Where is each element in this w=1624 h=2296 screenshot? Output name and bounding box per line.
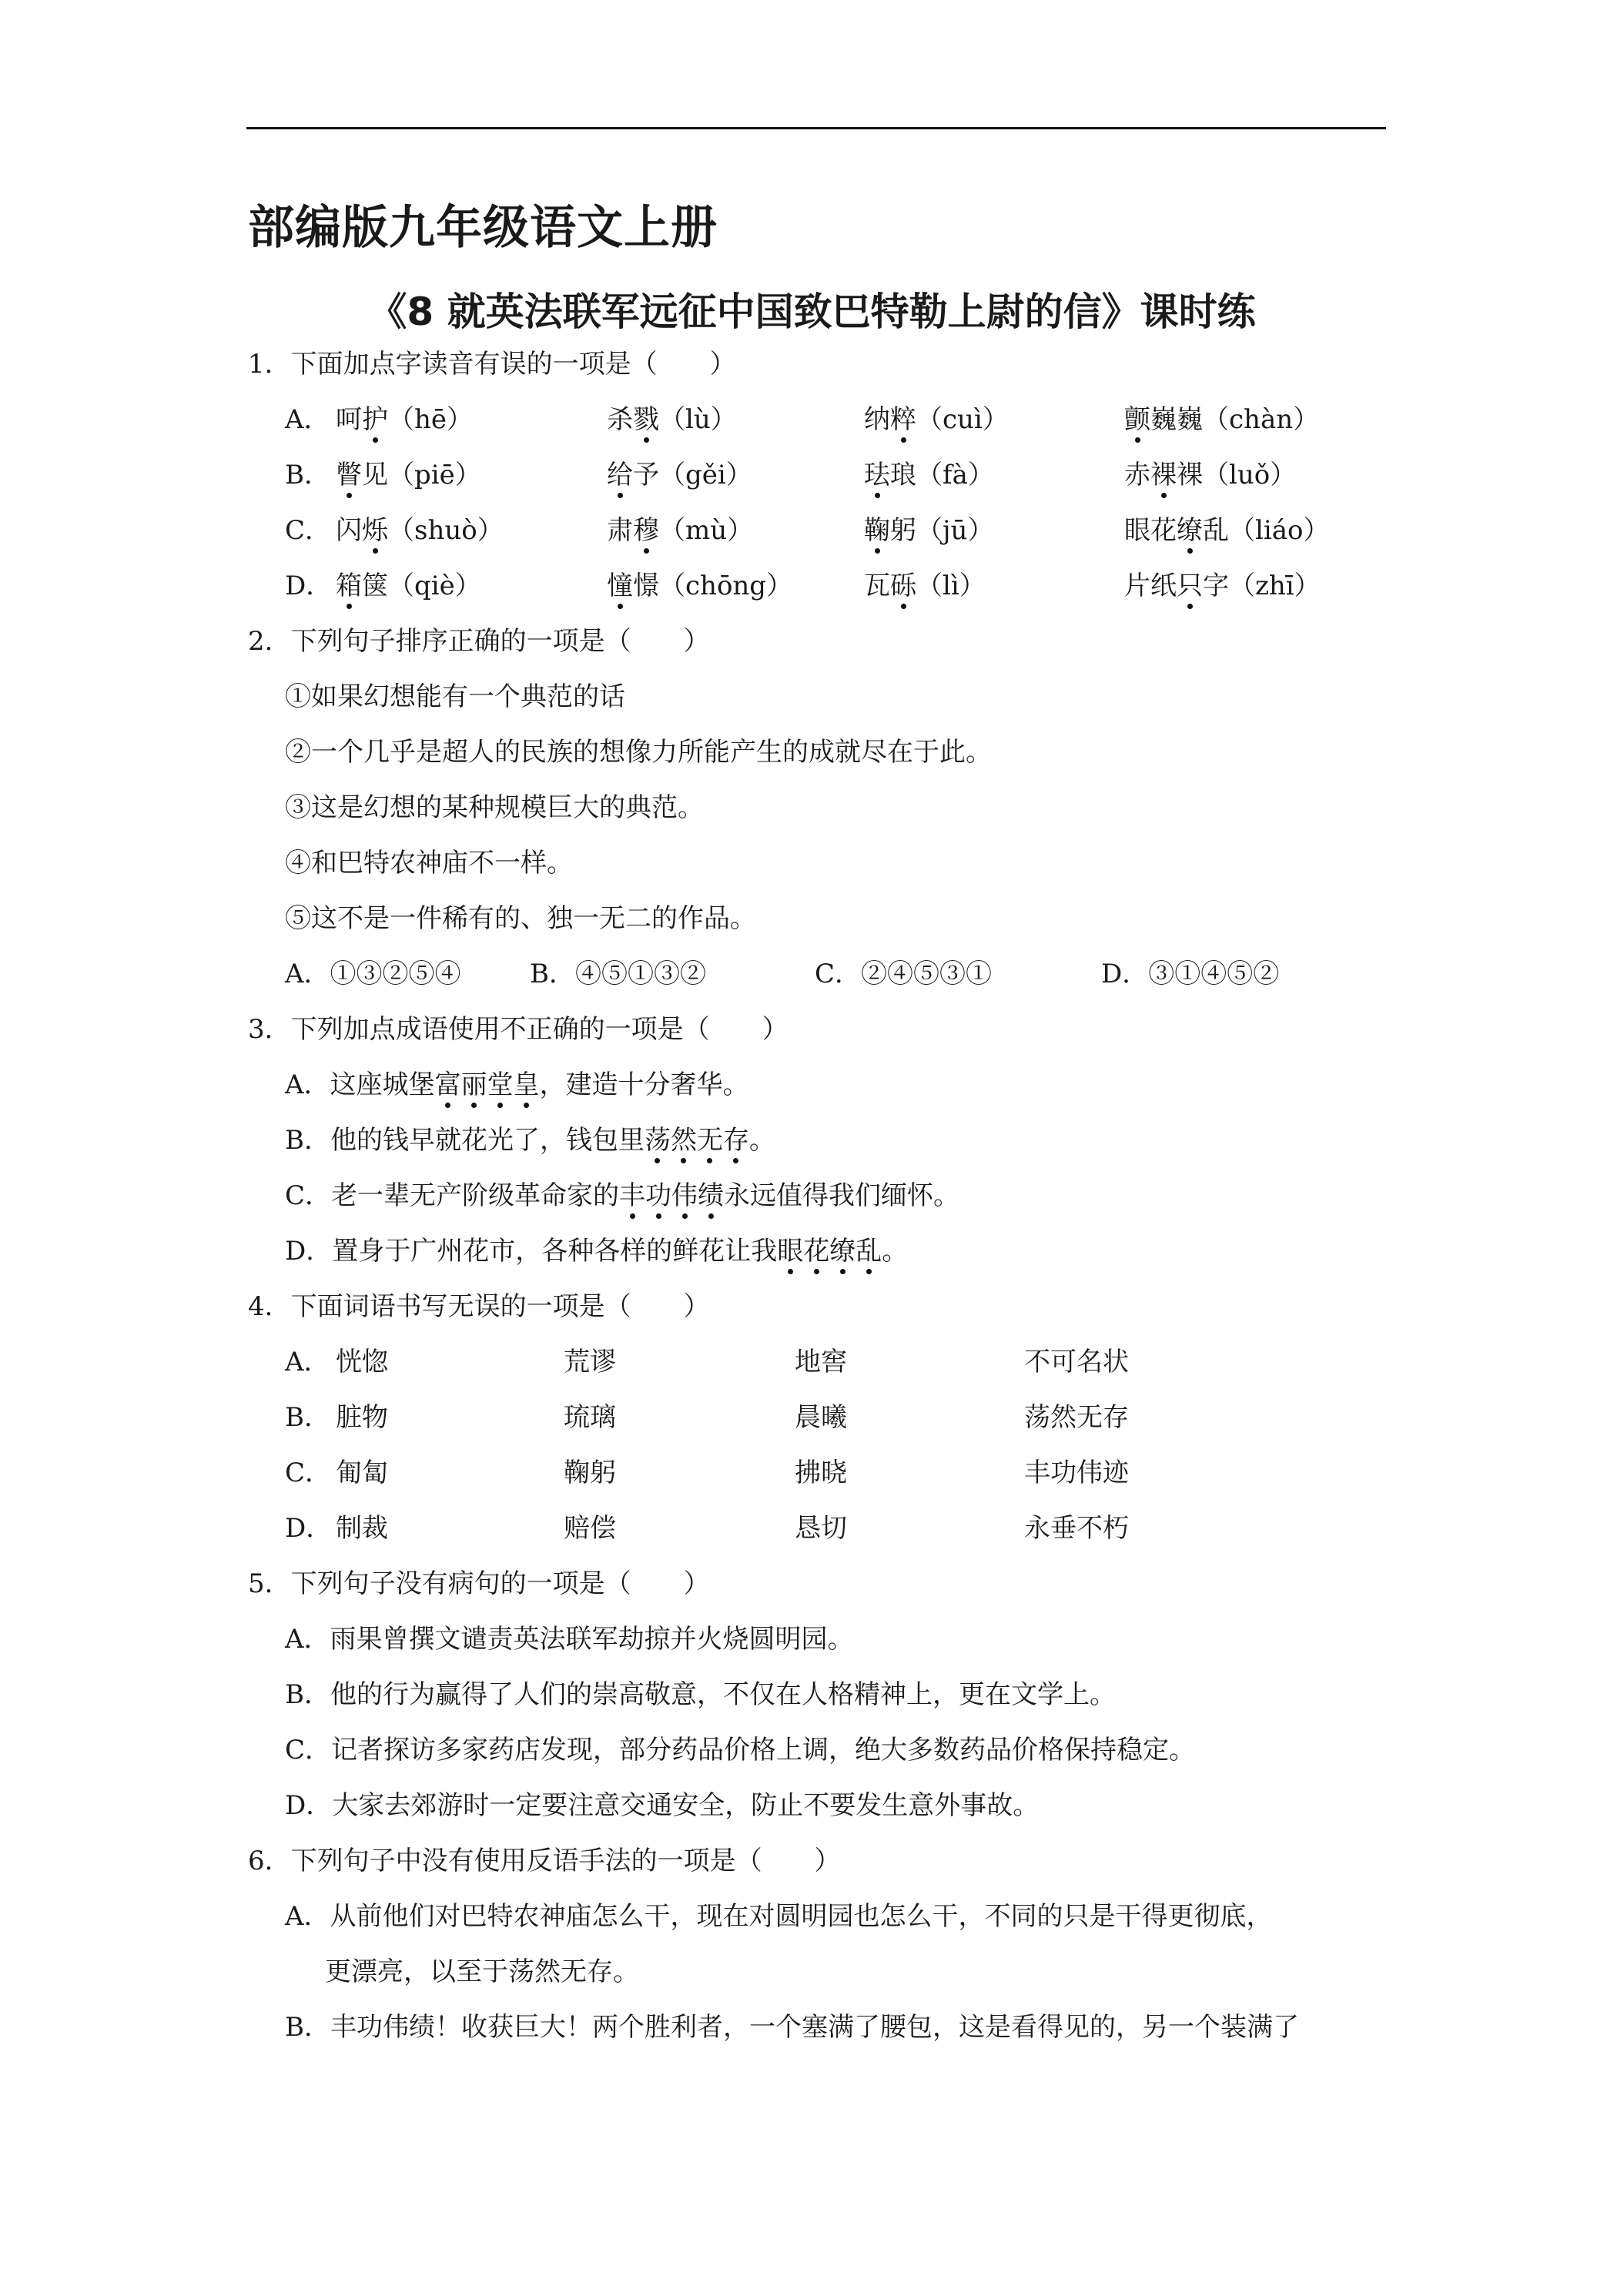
option-item: 杀戮（lù）: [607, 404, 737, 435]
word: 匍匐: [336, 1458, 388, 1488]
option-item: 片纸只字（zhī）: [1124, 571, 1321, 601]
q2-option-d: D．③①④⑤②: [1101, 959, 1280, 989]
option-item: 瓦砾（lì）: [864, 571, 986, 601]
word: 琉璃: [564, 1402, 616, 1433]
question-3-stem: 3．下列加点成语使用不正确的一项是（ ）: [248, 1014, 789, 1045]
dotted-char: 然: [670, 1125, 697, 1156]
dotted-char: 荡: [644, 1125, 671, 1156]
option-label: D．: [285, 1513, 333, 1544]
option-item: 瞥见（piē）: [336, 460, 481, 490]
dotted-char: 缭: [829, 1236, 856, 1267]
q2-sentence: ⑤这不是一件稀有的、独一无二的作品。: [285, 903, 756, 934]
word: 荒谬: [564, 1347, 616, 1377]
q2-option-a: A．①③②⑤④: [285, 959, 461, 989]
question-1-stem: 1．下面加点字读音有误的一项是（ ）: [248, 349, 736, 380]
word: 晨曦: [795, 1402, 847, 1433]
q2-sentence: ①如果幻想能有一个典范的话: [285, 681, 625, 712]
q5-option-a: A．雨果曾撰文谴责英法联军劫掠并火烧圆明园。: [285, 1624, 854, 1655]
option-item: 肃穆（mù）: [607, 515, 754, 546]
option-item: 憧憬（chōng）: [607, 571, 793, 601]
q2-sentence: ④和巴特农神庙不一样。: [285, 848, 573, 879]
q5-option-b: B．他的行为赢得了人们的崇高敬意，不仅在人格精神上，更在文学上。: [285, 1679, 1116, 1710]
option-item: 呵护（hē）: [336, 404, 474, 435]
dotted-char: 绩: [698, 1180, 725, 1211]
dotted-idiom: [645, 1125, 749, 1156]
word: 丰功伟迹: [1024, 1458, 1129, 1488]
q2-option-c: C．②④⑤③①: [815, 959, 993, 989]
word: 不可名状: [1024, 1347, 1129, 1377]
word: 拂晓: [795, 1458, 847, 1488]
option-label: C．: [285, 1458, 332, 1488]
dotted-idiom: [619, 1180, 724, 1211]
option-item: 闪烁（shuò）: [336, 515, 504, 546]
word: 鞠躬: [564, 1458, 616, 1488]
word: 制裁: [336, 1513, 388, 1544]
dotted-idiom: [435, 1069, 540, 1100]
q3-option-a: A．这座城堡富丽堂皇，建造十分奢华。: [285, 1069, 749, 1100]
dotted-char: 丽: [460, 1069, 487, 1100]
option-label: A．: [285, 404, 330, 435]
word: 脏物: [336, 1402, 388, 1433]
dotted-char: 乱: [856, 1236, 882, 1267]
q3-option-c: C．老一辈无产阶级革命家的丰功伟绩永远值得我们缅怀。: [285, 1180, 960, 1211]
q5-option-d: D．大家去郊游时一定要注意交通安全，防止不要发生意外事故。: [285, 1790, 1040, 1821]
q2-sentence: ②一个几乎是超人的民族的想像力所能产生的成就尽在于此。: [285, 737, 992, 768]
q5-option-c: C．记者探访多家药店发现，部分药品价格上调，绝大多数药品价格保持稳定。: [285, 1735, 1196, 1766]
dotted-char: 功: [645, 1180, 672, 1211]
word: 地窖: [795, 1347, 847, 1377]
dotted-char: 花: [803, 1236, 830, 1267]
document-title: 部编版九年级语文上册: [248, 201, 718, 255]
q6-option-a: A．从前他们对巴特农神庙怎么干，现在对圆明园也怎么干，不同的只是干得更彻底，: [285, 1901, 1273, 1932]
dotted-char: 无: [696, 1125, 723, 1156]
dotted-char: 堂: [487, 1069, 514, 1100]
option-item: 颤巍巍（chàn）: [1124, 404, 1320, 435]
word: 永垂不朽: [1024, 1513, 1129, 1544]
dotted-idiom: [777, 1236, 882, 1267]
option-item: 眼花缭乱（liáo）: [1124, 515, 1330, 546]
word: 恍惚: [336, 1347, 388, 1377]
word: 荡然无存: [1024, 1402, 1129, 1433]
word: 赔偿: [564, 1513, 616, 1544]
dotted-char: 眼: [777, 1236, 804, 1267]
q3-option-b: B．他的钱早就花光了，钱包里荡然无存。: [285, 1125, 775, 1156]
document-subtitle: 《8 就英法联军远征中国致巴特勒上尉的信》课时练: [368, 290, 1256, 334]
question-2-stem: 2．下列句子排序正确的一项是（ ）: [248, 626, 710, 657]
option-item: 箱箧（qiè）: [336, 571, 481, 601]
option-item: 鞠躬（jū）: [864, 515, 994, 546]
q3-option-d: D．置身于广州花市，各种各样的鲜花让我眼花缭乱。: [285, 1236, 909, 1267]
dotted-char: 皇: [513, 1069, 540, 1100]
option-label: C．: [285, 515, 332, 546]
option-item: 珐琅（fà）: [864, 460, 994, 490]
q6-option-a-continued: 更漂亮，以至于荡然无存。: [325, 1956, 639, 1987]
option-item: 给予（gěi）: [607, 460, 752, 490]
dotted-char: 丰: [619, 1180, 646, 1211]
q2-option-b: B．④⑤①③②: [530, 959, 706, 989]
dotted-char: 富: [434, 1069, 461, 1100]
option-label: B．: [285, 460, 330, 490]
header-rule: [246, 127, 1386, 129]
option-label: A．: [285, 1347, 330, 1377]
dotted-char: 伟: [671, 1180, 698, 1211]
dotted-char: 存: [722, 1125, 749, 1156]
question-4-stem: 4．下面词语书写无误的一项是（ ）: [248, 1291, 710, 1322]
q2-sentence: ③这是幻想的某种规模巨大的典范。: [285, 792, 704, 823]
option-label: D．: [285, 571, 333, 601]
word: 恳切: [795, 1513, 847, 1544]
q6-option-b: B．丰功伟绩！收获巨大！两个胜利者，一个塞满了腰包，这是看得见的，另一个装满了: [285, 2012, 1299, 2043]
option-label: B．: [285, 1402, 330, 1433]
option-item: 赤裸裸（luǒ）: [1124, 460, 1297, 490]
question-5-stem: 5．下列句子没有病句的一项是（ ）: [248, 1568, 710, 1599]
question-6-stem: 6．下列句子中没有使用反语手法的一项是（ ）: [248, 1846, 841, 1876]
option-item: 纳粹（cuì）: [864, 404, 1009, 435]
